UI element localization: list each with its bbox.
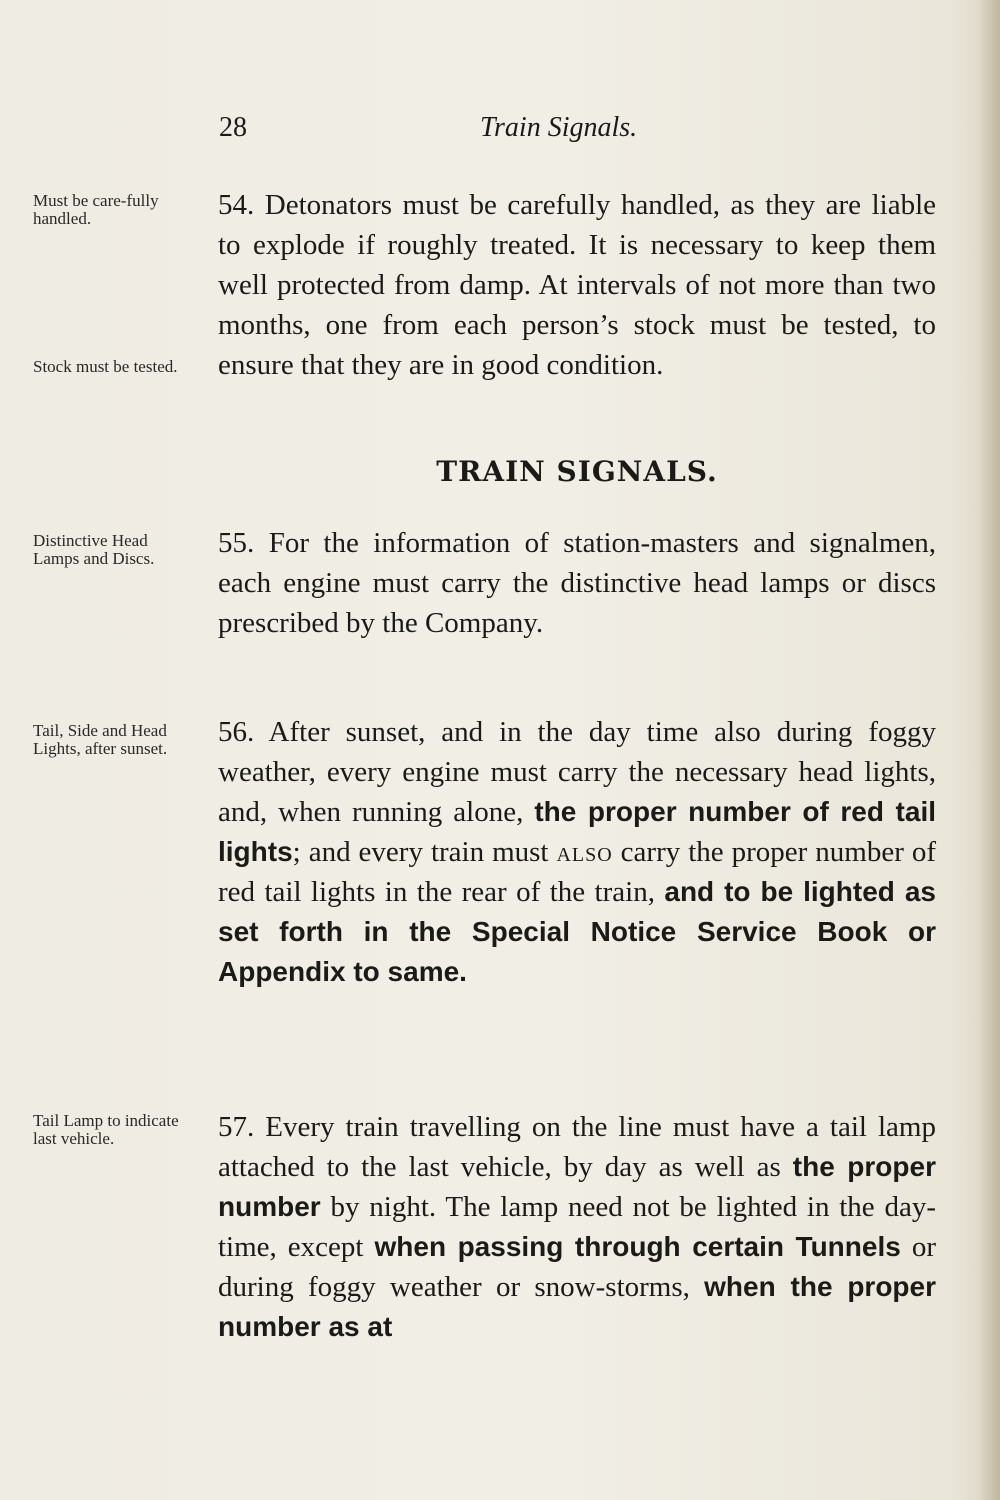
paragraph-56-text-3: carry the proper number of red tail lights in the rear of the train,	[218, 836, 937, 908]
margin-note-tail-lamp: Tail Lamp to indicate last vehicle.	[33, 1111, 179, 1148]
page-header	[0, 112, 1000, 152]
paragraph-57-bold-1: the proper number	[218, 1151, 936, 1222]
paragraph-57-bold-2: when passing through certain Tunnels	[374, 1231, 901, 1262]
paragraph-57-text-1: 57. Every train travelling on the line must have a tail lamp attached to the last vehicle, by day as well as	[218, 1111, 936, 1183]
paragraph-56-bold-1: the proper number of red tail lights	[218, 796, 937, 867]
paragraph-56	[218, 712, 936, 992]
paragraph-57-text-2: by night. The lamp need not be lighted in the day-time, except	[218, 1191, 936, 1263]
paragraph-55	[218, 523, 936, 643]
paragraph-57-bold-3: when the proper number as at	[218, 1271, 936, 1342]
paragraph-56-bold-2: and to be lighted as set forth in the Special Notice Service Book or Appendix to same.	[218, 876, 936, 987]
margin-note-stock-tested: Stock must be tested.	[33, 357, 178, 376]
margin-note-head-lamps: Distinctive Head Lamps and Discs.	[33, 531, 155, 568]
paragraph-54	[218, 185, 936, 385]
margin-note-lights-after-sunset: Tail, Side and Head Lights, after sunset.	[33, 721, 168, 758]
paragraph-57-text-3: or during foggy weather or snow-storms,	[218, 1231, 936, 1303]
paragraph-56-small-caps: also	[556, 836, 613, 868]
page-edge-shadow	[978, 0, 1000, 1500]
margin-note-careful-handling: Must be care-fully handled.	[33, 191, 159, 228]
paragraph-57	[218, 1107, 936, 1347]
running-title: Train Signals.	[480, 112, 638, 143]
paragraph-55-text: 55. For the information of station-masters and signalmen, each engine must carry the distinctive head lamps or discs prescribed by the Company.	[218, 527, 936, 639]
paragraph-56-text-1: 56. After sunset, and in the day time also during foggy weather, every engine must carry the necessary head lights, and, when running alone,	[218, 716, 936, 828]
section-heading: TRAIN SIGNALS.	[436, 455, 718, 488]
paragraph-56-text-2: ; and every train must	[292, 836, 557, 868]
paragraph-54-text: 54. Detonators must be carefully handled, as they are liable to explode if roughly treated. It is necessary to keep them well protected from damp. At intervals of not more than two months, one from each person’s stock must be tested, to ensure that they are in good condition.	[218, 189, 936, 381]
page-number: 28	[219, 112, 247, 143]
